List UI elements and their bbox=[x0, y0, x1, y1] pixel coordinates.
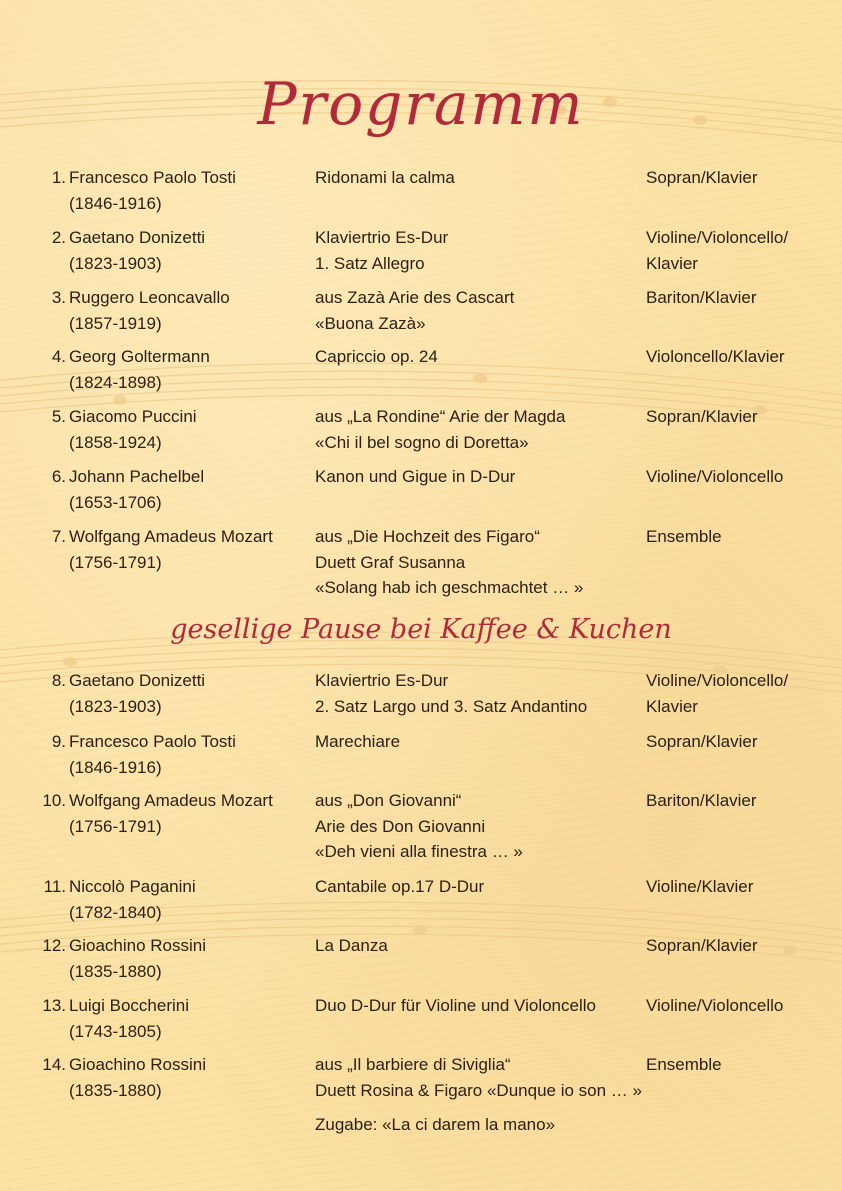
composer-years: (1824-1898) bbox=[69, 372, 162, 392]
item-number: 6. bbox=[51, 467, 66, 486]
composer-cell bbox=[69, 874, 309, 925]
composer-name: Giacomo Puccini bbox=[69, 407, 197, 426]
composer-cell bbox=[69, 285, 309, 336]
work-line: aus „Don Giovanni“ bbox=[315, 791, 462, 810]
composer-years: (1823-1903) bbox=[69, 253, 162, 273]
item-number: 10. bbox=[42, 791, 66, 810]
item-number: 5. bbox=[51, 407, 66, 426]
composer-cell bbox=[69, 464, 309, 515]
instrumentation-cell bbox=[646, 404, 826, 430]
instrumentation-cell bbox=[646, 933, 826, 959]
composer-years: (1782-1840) bbox=[69, 902, 162, 922]
work-cell bbox=[315, 729, 645, 755]
instrumentation-line: Ensemble bbox=[646, 527, 722, 546]
instrumentation-line: Klavier bbox=[646, 696, 698, 716]
item-number: 2. bbox=[51, 228, 66, 247]
item-number: 8. bbox=[51, 671, 66, 690]
item-number: 4. bbox=[51, 347, 66, 366]
instrumentation-line: Klavier bbox=[646, 253, 698, 273]
composer-name: Wolfgang Amadeus Mozart bbox=[69, 791, 273, 810]
work-line: Klaviertrio Es-Dur bbox=[315, 671, 449, 690]
interlude-heading: gesellige Pause bei Kaffee & Kuchen bbox=[170, 614, 672, 645]
item-number: 3. bbox=[51, 288, 66, 307]
instrumentation-line: Violine/Violoncello/ bbox=[646, 228, 789, 247]
work-line: aus Zazà Arie des Cascart bbox=[315, 288, 515, 307]
work-cell bbox=[315, 225, 645, 276]
work-line: «Buona Zazà» bbox=[315, 313, 426, 333]
work-line: aus „La Rondine“ Arie der Magda bbox=[315, 407, 566, 426]
composer-cell bbox=[69, 404, 309, 455]
item-number: 7. bbox=[51, 527, 66, 546]
composer-cell bbox=[69, 993, 309, 1044]
composer-years: (1858-1924) bbox=[69, 432, 162, 452]
instrumentation-cell bbox=[646, 285, 826, 311]
work-cell bbox=[315, 524, 645, 601]
composer-name: Gioachino Rossini bbox=[69, 936, 207, 955]
work-line: Marechiare bbox=[315, 732, 401, 751]
instrumentation-line: Sopran/Klavier bbox=[646, 936, 758, 955]
work-line: «Chi il bel sogno di Doretta» bbox=[315, 432, 529, 452]
composer-name: Gioachino Rossini bbox=[69, 1055, 207, 1074]
instrumentation-line: Bariton/Klavier bbox=[646, 791, 757, 810]
composer-years: (1823-1903) bbox=[69, 696, 162, 716]
composer-name: Johann Pachelbel bbox=[69, 467, 205, 486]
work-cell bbox=[315, 165, 645, 191]
instrumentation-line: Bariton/Klavier bbox=[646, 288, 757, 307]
composer-years: (1846-1916) bbox=[69, 757, 162, 777]
work-line: 1. Satz Allegro bbox=[315, 253, 425, 273]
composer-cell bbox=[69, 729, 309, 780]
item-number: 12. bbox=[42, 936, 66, 955]
composer-cell bbox=[69, 933, 309, 984]
instrumentation-cell bbox=[646, 788, 826, 814]
instrumentation-cell bbox=[646, 165, 826, 191]
page-title: Programm bbox=[257, 70, 585, 138]
composer-name: Niccolò Paganini bbox=[69, 877, 196, 896]
work-cell bbox=[315, 874, 645, 900]
work-line: Kanon und Gigue in D-Dur bbox=[315, 467, 516, 486]
work-line: La Danza bbox=[315, 936, 388, 955]
composer-cell bbox=[69, 668, 309, 719]
work-line: «Solang hab ich geschmachtet … » bbox=[315, 578, 584, 597]
work-cell bbox=[315, 788, 645, 865]
item-number: 14. bbox=[42, 1055, 66, 1074]
composer-name: Francesco Paolo Tosti bbox=[69, 168, 236, 187]
composer-name: Francesco Paolo Tosti bbox=[69, 732, 236, 751]
composer-name: Luigi Boccherini bbox=[69, 996, 190, 1015]
work-line: Duo D-Dur für Violine und Violoncello bbox=[315, 996, 596, 1015]
work-cell bbox=[315, 285, 645, 336]
instrumentation-cell bbox=[646, 225, 826, 276]
work-cell bbox=[315, 668, 645, 719]
work-line: Capriccio op. 24 bbox=[315, 347, 438, 366]
composer-cell bbox=[69, 1052, 309, 1103]
work-cell bbox=[315, 933, 645, 959]
composer-years: (1653-1706) bbox=[69, 492, 162, 512]
work-line: Klaviertrio Es-Dur bbox=[315, 228, 449, 247]
work-line: aus „Die Hochzeit des Figaro“ bbox=[315, 527, 540, 546]
instrumentation-line: Sopran/Klavier bbox=[646, 168, 758, 187]
work-line: aus „Il barbiere di Siviglia“ bbox=[315, 1055, 511, 1074]
instrumentation-cell bbox=[646, 668, 826, 719]
composer-name: Gaetano Donizetti bbox=[69, 671, 206, 690]
instrumentation-cell bbox=[646, 729, 826, 755]
work-cell bbox=[315, 1052, 645, 1103]
instrumentation-line: Violine/Violoncello/ bbox=[646, 671, 789, 690]
instrumentation-line: Sopran/Klavier bbox=[646, 732, 758, 751]
instrumentation-line: Violine/Klavier bbox=[646, 877, 754, 896]
composer-name: Georg Goltermann bbox=[69, 347, 210, 366]
composer-years: (1846-1916) bbox=[69, 193, 162, 213]
composer-cell bbox=[69, 524, 309, 575]
work-line: Duett Graf Susanna bbox=[315, 552, 466, 572]
work-line: Duett Rosina & Figaro «Dunque io son … » bbox=[315, 1080, 642, 1100]
instrumentation-line: Violine/Violoncello bbox=[646, 467, 784, 486]
composer-cell bbox=[69, 225, 309, 276]
instrumentation-line: Ensemble bbox=[646, 1055, 722, 1074]
instrumentation-line: Violine/Violoncello bbox=[646, 996, 784, 1015]
composer-name: Gaetano Donizetti bbox=[69, 228, 206, 247]
item-number: 11. bbox=[43, 877, 66, 896]
work-cell bbox=[315, 404, 645, 455]
composer-years: (1835-1880) bbox=[69, 961, 162, 981]
work-cell bbox=[315, 344, 645, 370]
encore-line: Zugabe: «La ci darem la mano» bbox=[315, 1115, 556, 1134]
instrumentation-cell bbox=[646, 524, 826, 550]
work-line: «Deh vieni alla finestra … » bbox=[315, 842, 523, 861]
composer-cell bbox=[69, 788, 309, 839]
composer-years: (1756-1791) bbox=[69, 552, 162, 572]
work-cell bbox=[315, 464, 645, 490]
instrumentation-line: Violoncello/Klavier bbox=[646, 347, 785, 366]
composer-years: (1857-1919) bbox=[69, 313, 162, 333]
instrumentation-cell bbox=[646, 1052, 826, 1078]
work-line: Arie des Don Giovanni bbox=[315, 816, 486, 836]
item-number: 9. bbox=[51, 732, 66, 751]
instrumentation-cell bbox=[646, 344, 826, 370]
work-line: Cantabile op.17 D-Dur bbox=[315, 877, 485, 896]
instrumentation-line: Sopran/Klavier bbox=[646, 407, 758, 426]
composer-years: (1835-1880) bbox=[69, 1080, 162, 1100]
composer-years: (1743-1805) bbox=[69, 1021, 162, 1041]
work-line: 2. Satz Largo und 3. Satz Andantino bbox=[315, 696, 588, 716]
work-cell bbox=[315, 993, 645, 1019]
instrumentation-cell bbox=[646, 874, 826, 900]
instrumentation-cell bbox=[646, 464, 826, 490]
item-number: 13. bbox=[42, 996, 66, 1015]
work-line: Ridonami la calma bbox=[315, 168, 455, 187]
composer-years: (1756-1791) bbox=[69, 816, 162, 836]
composer-cell bbox=[69, 344, 309, 395]
composer-name: Wolfgang Amadeus Mozart bbox=[69, 527, 273, 546]
instrumentation-cell bbox=[646, 993, 826, 1019]
composer-name: Ruggero Leoncavallo bbox=[69, 288, 230, 307]
item-number: 1. bbox=[51, 168, 66, 187]
composer-cell bbox=[69, 165, 309, 216]
